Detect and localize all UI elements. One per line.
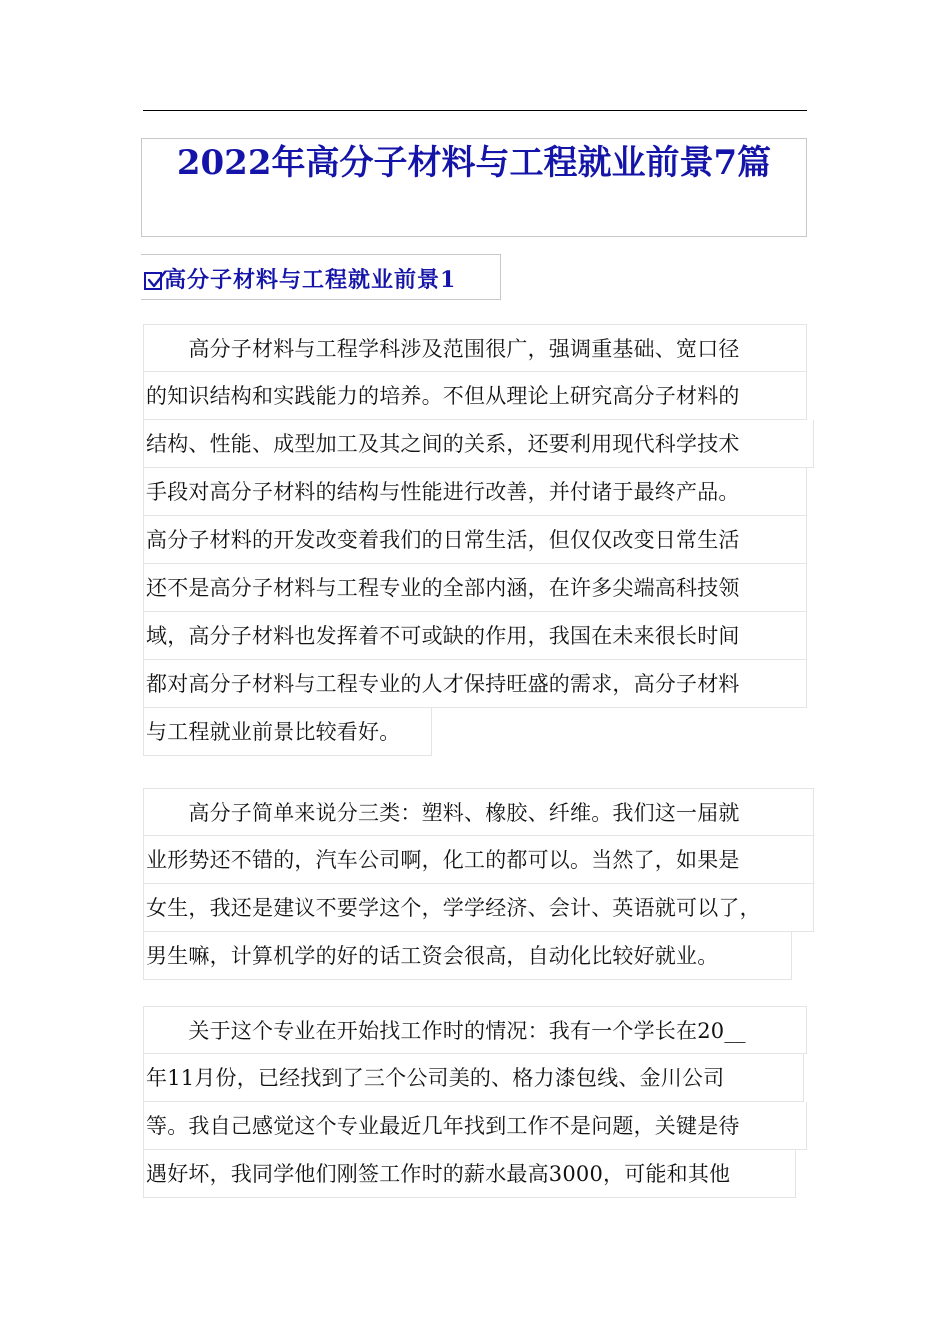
paragraph-3 xyxy=(143,1006,807,1198)
text-line: 域，高分子材料也发挥着不可或缺的作用，我国在未来很长时间 xyxy=(144,612,807,660)
text-line: 还不是高分子材料与工程专业的全部内涵，在许多尖端高科技领 xyxy=(144,564,807,612)
paragraph-2 xyxy=(143,788,814,980)
header-rule xyxy=(143,110,807,111)
text-line: 高分子材料的开发改变着我们的日常生活，但仅仅改变日常生活 xyxy=(144,516,807,564)
text-line: 遇好坏，我同学他们刚签工作时的薪水最高3000，可能和其他 xyxy=(144,1150,796,1198)
text-line: 女生，我还是建议不要学这个，学学经济、会计、英语就可以了， xyxy=(144,884,814,932)
text-line: 的知识结构和实践能力的培养。不但从理论上研究高分子材料的 xyxy=(144,372,807,420)
text-line: 都对高分子材料与工程专业的人才保持旺盛的需求，高分子材料 xyxy=(144,660,807,708)
text-line: 高分子简单来说分三类：塑料、橡胶、纤维。我们这一届就 xyxy=(144,788,814,836)
checkbox-checked-icon xyxy=(144,272,162,290)
section-heading-text: 高分子材料与工程就业前景1 xyxy=(164,266,457,293)
text-line: 结构、性能、成型加工及其之间的关系，还要利用现代科学技术 xyxy=(144,420,814,468)
text-line: 年11月份，已经找到了三个公司美的、格力漆包线、金川公司 xyxy=(144,1054,804,1102)
text-line: 关于这个专业在开始找工作时的情况：我有一个学长在20__ xyxy=(144,1006,807,1054)
text-line: 高分子材料与工程学科涉及范围很广，强调重基础、宽口径 xyxy=(144,324,807,372)
section-heading xyxy=(144,258,456,298)
text-line: 业形势还不错的，汽车公司啊，化工的都可以。当然了，如果是 xyxy=(144,836,814,884)
text-line: 等。我自己感觉这个专业最近几年找到工作不是问题，关键是待 xyxy=(144,1102,807,1150)
document-title: 2022年高分子材料与工程就业前景7篇 xyxy=(176,143,772,183)
text-line: 男生嘛，计算机学的好的话工资会很高，自动化比较好就业。 xyxy=(144,932,792,980)
text-line: 与工程就业前景比较看好。 xyxy=(144,708,432,756)
paragraph-1 xyxy=(143,324,814,756)
text-line: 手段对高分子材料的结构与性能进行改善，并付诸于最终产品。 xyxy=(144,468,807,516)
title-box xyxy=(141,138,807,237)
